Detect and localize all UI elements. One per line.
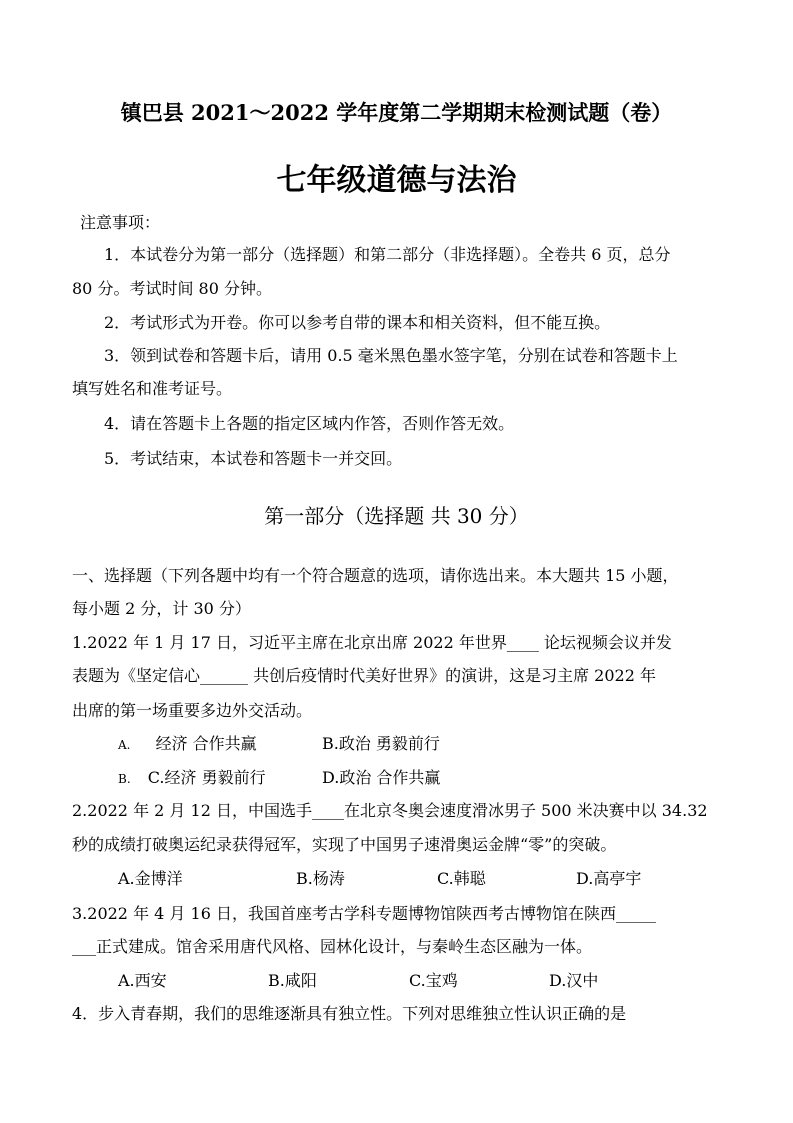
option-label: B.: [268, 971, 285, 990]
exam-title: 镇巴县 2021～2022 学年度第二学期期末检测试题（卷）: [120, 100, 673, 125]
q1-line2: 表题为《坚定信心______ 共创后疫情时代美好世界》的演讲，这是习主席 2022 年: [72, 666, 656, 685]
q3-line2: ___正式建成。馆舍采用唐代风格、园林化设计，与秦岭生态区融为一体。: [72, 937, 593, 956]
option-text: 金博洋: [134, 869, 183, 888]
note-1-line1: 1．本试卷分为第一部分（选择题）和第二部分（非选择题）。全卷共 6 页，总分: [104, 245, 671, 264]
q1-option-a: [118, 733, 257, 756]
note-3-line2: 填写姓名和准考证号。: [72, 379, 233, 398]
note-3-line1: 3．领到试卷和答题卡后，请用 0.5 毫米黑色墨水签字笔，分别在试卷和答题卡上: [104, 346, 678, 365]
option-label: C.: [437, 869, 454, 888]
option-label: D.: [576, 869, 594, 888]
option-text: 西安: [134, 971, 167, 990]
q2-line1: 2.2022 年 2 月 12 日，中国选手____在北京冬奥会速度滑冰男子 500 米决赛中以 34.32: [72, 801, 708, 820]
option-text: C.经济 勇毅前行: [147, 768, 266, 787]
option-text: 杨涛: [312, 869, 345, 888]
option-label: B.: [118, 772, 131, 786]
subject-title: 七年级道德与法治: [276, 163, 517, 198]
q2-option-b: [296, 868, 345, 890]
option-text: 韩聪: [453, 869, 486, 888]
part1-heading: 第一部分（选择题 共 30 分）: [264, 504, 529, 528]
option-text: 汉中: [566, 971, 599, 990]
option-label: C.: [409, 971, 426, 990]
q3-line1: 3.2022 年 4 月 16 日，我国首座考古学科专题博物馆陕西考古博物馆在陕西_____: [72, 904, 656, 923]
option-text: 宝鸡: [425, 971, 458, 990]
q2-option-d: [576, 868, 641, 890]
option-label: D.: [549, 971, 567, 990]
note-5: 5．考试结束，本试卷和答题卡一并交回。: [104, 449, 403, 468]
option-label: A.: [118, 738, 131, 752]
q2-line2: 秒的成绩打破奥运纪录获得冠军，实现了中国男子速滑奥运金牌“零”的突破。: [72, 835, 617, 854]
option-text: 高亭宇: [593, 869, 642, 888]
q1-line3: 出席的第一场重要多边外交活动。: [72, 701, 313, 720]
note-1-line2: 80 分。考试时间 80 分钟。: [72, 279, 272, 298]
part1-instructions-line1: 一、选择题（下列各题中均有一个符合题意的选项，请你选出来。本大题共 15 小题，: [72, 566, 679, 585]
q2-option-a: [118, 868, 183, 890]
option-label: B.: [322, 734, 339, 753]
option-text: 政治 勇毅前行: [338, 734, 440, 753]
option-label: B.: [296, 869, 313, 888]
q1-line1: 1.2022 年 1 月 17 日，习近平主席在北京出席 2022 年世界____ 论坛视频会议并发: [72, 633, 672, 652]
note-4: 4．请在答题卡上各题的指定区域内作答，否则作答无效。: [104, 414, 515, 433]
note-2: 2．考试形式为开卷。你可以参考自带的课本和相关资料，但不能互换。: [104, 313, 611, 332]
q3-option-c: [409, 970, 458, 992]
part1-instructions-line2: 每小题 2 分，计 30 分）: [72, 599, 251, 618]
q3-option-d: [549, 970, 598, 992]
option-label: A.: [118, 971, 135, 990]
option-text: 咸阳: [284, 971, 317, 990]
q1-option-d: [322, 767, 440, 789]
q3-option-a: [118, 970, 167, 992]
option-text: 经济 合作共赢: [155, 734, 257, 753]
option-text: 政治 合作共赢: [339, 768, 441, 787]
q1-option-c: [118, 767, 266, 790]
q1-option-b: [322, 733, 440, 755]
q4-line1: 4．步入青春期，我们的思维逐渐具有独立性。下列对思维独立性认识正确的是: [72, 1004, 627, 1023]
notes-heading: 注意事项：: [80, 213, 161, 232]
option-label: A.: [118, 869, 135, 888]
option-label: D.: [322, 768, 340, 787]
q2-option-c: [437, 868, 486, 890]
q3-option-b: [268, 970, 317, 992]
